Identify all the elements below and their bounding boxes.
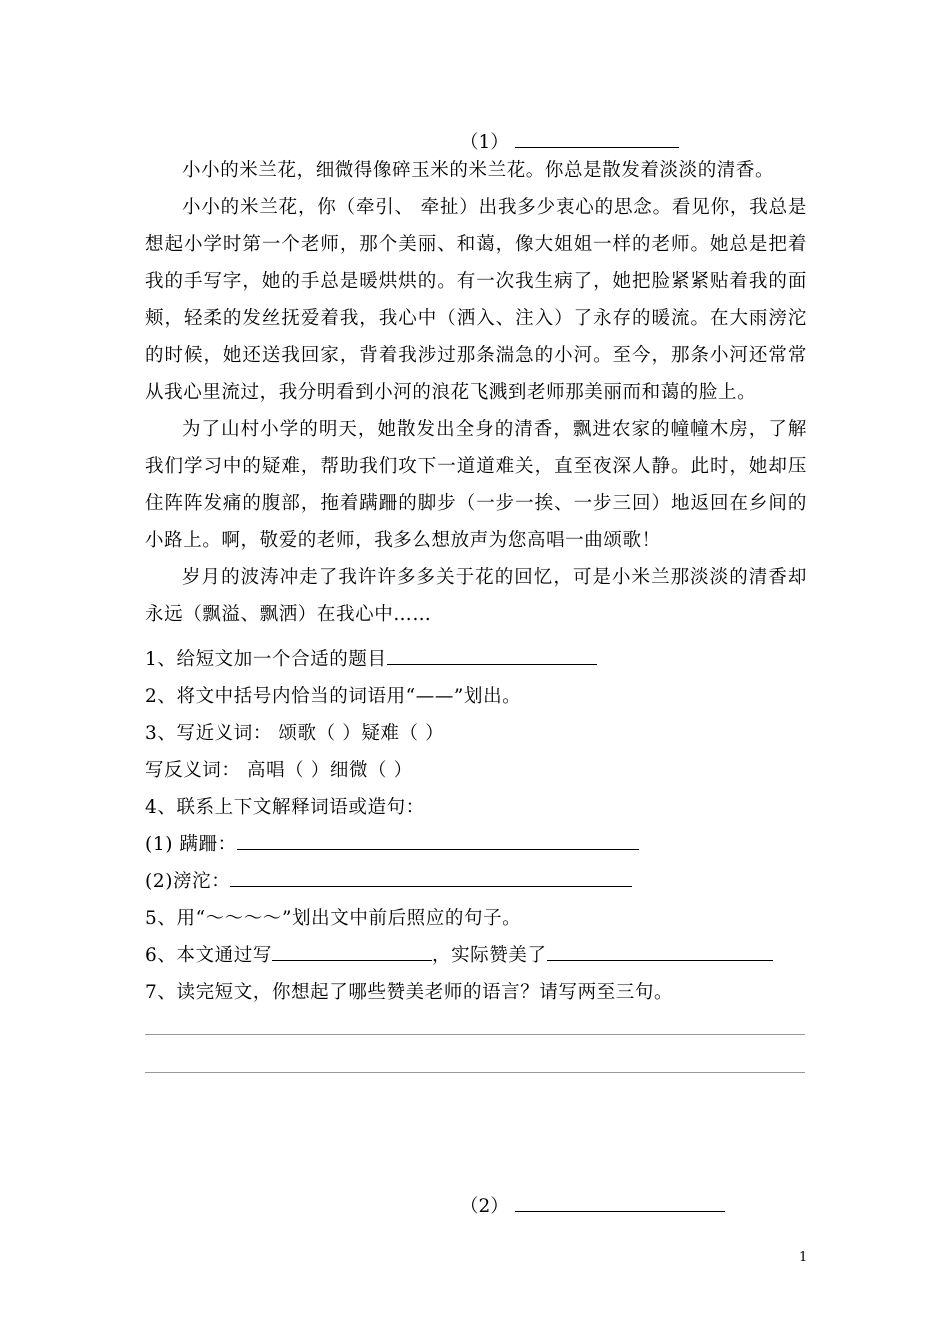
answer-line-1[interactable] xyxy=(145,1034,805,1035)
question-2: 2、将文中括号内恰当的词语用“——”划出。 xyxy=(145,686,522,707)
passage-paragraph-1: 小小的米兰花，细微得像碎玉米的米兰花。你总是散发着淡淡的清香。 xyxy=(182,160,775,181)
question-4-1-text: (1) 蹒跚： xyxy=(145,834,237,855)
question-6-text-b: ，实际赞美了 xyxy=(431,945,547,966)
passage-2-title xyxy=(460,1192,725,1218)
title-2-blank[interactable] xyxy=(515,1193,725,1212)
question-3: 3、写近义词： 颂歌（ ）疑难（ ） xyxy=(145,723,445,744)
question-6-text-a: 6、本文通过写 xyxy=(145,945,272,966)
question-7: 7、读完短文，你想起了哪些赞美老师的语言？请写两至三句。 xyxy=(145,982,674,1003)
question-1-blank[interactable] xyxy=(387,646,597,665)
question-6-blank-b[interactable] xyxy=(547,942,773,961)
question-5: 5、用“～～～～”划出文中前后照应的句子。 xyxy=(145,908,522,929)
question-4-2 xyxy=(145,867,632,893)
page-number: 1 xyxy=(799,1250,808,1265)
passage-paragraph-4: 岁月的波涛冲走了我许许多多关于花的回忆，可是小米兰那淡淡的清香却永远（飘溢、飘洒）在我心中…… xyxy=(145,567,807,625)
answer-line-2[interactable] xyxy=(145,1072,805,1073)
passage-1-title xyxy=(460,128,679,154)
passage-paragraph-2: 小小的米兰花，你（牵引、 牵扯）出我多少衷心的思念。看见你，我总是想起小学时第一个老师，那个美丽、和蔼，像大姐姐一样的老师。她总是把着我的手写字，她的手总是暖烘烘的。有一次我生病了，她把脸紧紧贴着我的面颊，轻柔的发丝抚爱着我，我心中（洒入、注入）了永存的暖流。在大雨滂沱的时候，她还送我回家，背着我涉过那条湍急的小河。至今，那条小河还常常从我心里流过，我分明看到小河的浪花飞溅到老师那美丽而和蔼的脸上。 xyxy=(145,197,807,403)
question-1-text: 1、给短文加一个合适的题目 xyxy=(145,649,387,670)
question-4-1 xyxy=(145,830,639,856)
question-6 xyxy=(145,941,773,967)
question-1 xyxy=(145,645,597,671)
question-3-antonyms: 写反义词： 高唱（ ）细微（ ） xyxy=(145,760,413,781)
question-6-blank-a[interactable] xyxy=(272,942,432,961)
title-1-blank[interactable] xyxy=(515,129,679,148)
title-2-label: （2） xyxy=(460,1196,509,1217)
question-4: 4、联系上下文解释词语或造句： xyxy=(145,797,425,818)
question-4-2-text: (2)滂沱： xyxy=(145,871,231,892)
question-4-1-blank[interactable] xyxy=(237,831,639,850)
passage-paragraph-3: 为了山村小学的明天，她散发出全身的清香，飘进农家的幢幢木房，了解我们学习中的疑难，帮助我们攻下一道道难关，直至夜深人静。此时，她却压住阵阵发痛的腹部，拖着蹒跚的脚步（一步一挨、一步三回）地返回在乡间的小路上。啊，敬爱的老师，我多么想放声为您高唱一曲颂歌！ xyxy=(145,419,807,551)
question-4-2-blank[interactable] xyxy=(230,868,632,887)
title-1-label: （1） xyxy=(460,132,509,153)
